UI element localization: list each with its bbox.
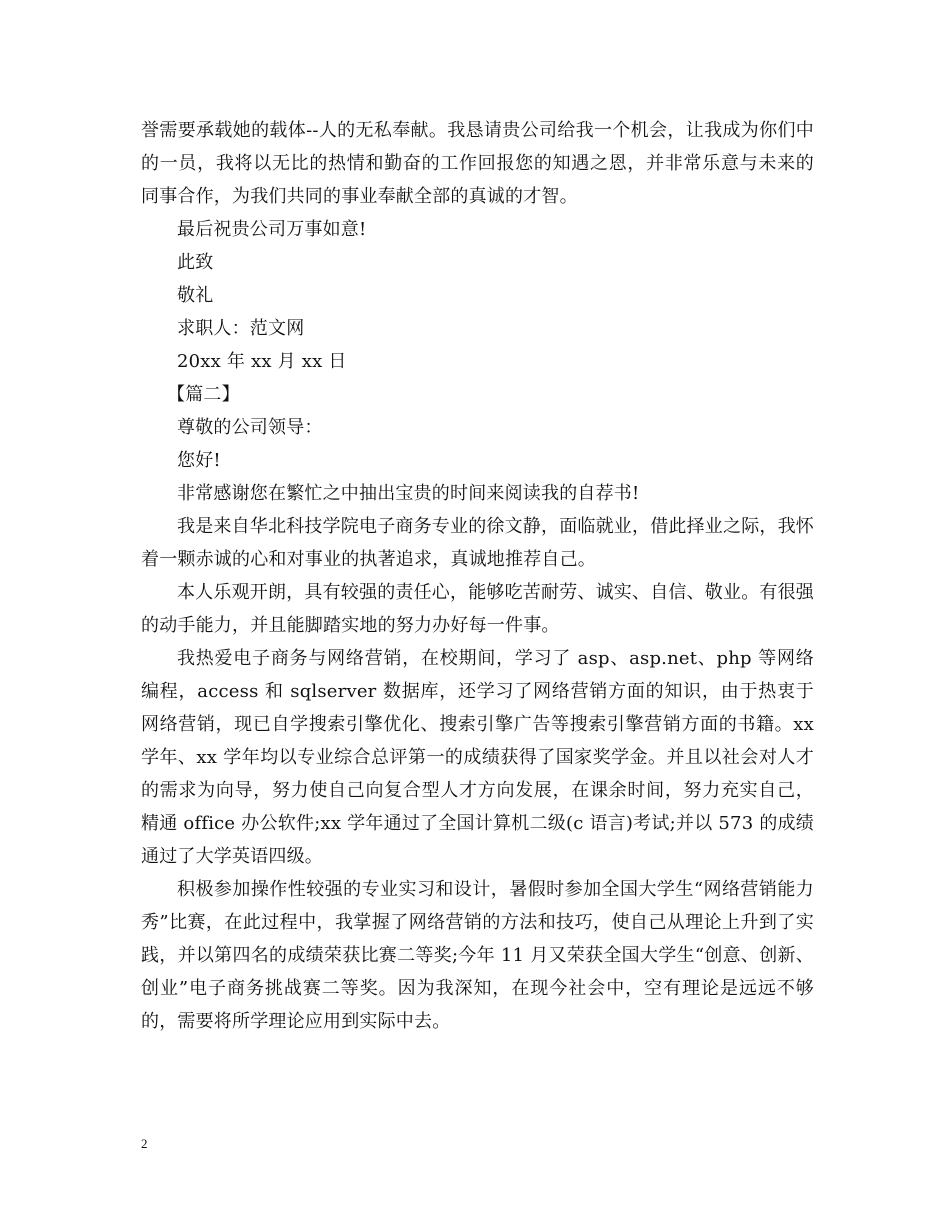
paragraph-study-experience: 我热爱电子商务与网络营销，在校期间，学习了 asp、asp.net、php 等网络编程，access 和 sqlserver 数据库，还学习了网络营销方面的知识，由于热衷于网络营销，现已自学搜索引擎优化、搜索引擎广告等搜索引擎营销方面的书籍。xx 学年、xx 学年均以专业综合总评第一的成绩获得了国家奖学金。并且以社会对人才的需求为向导，努力使自己向复合型人才方向发展，在课余时间，努力充实自己，精通 office 办公软件;xx 学年通过了全国计算机二级(c 语言)考试;并以 573 的成绩通过了大学英语四级。 <box>141 648 814 867</box>
page-number: 2 <box>141 1136 148 1151</box>
section-heading: 【篇二】 <box>167 384 240 405</box>
paragraph-salutation-close-1: 此致 <box>177 252 214 273</box>
paragraph-salutation-close-2: 敬礼 <box>177 285 214 306</box>
paragraph-wish: 最后祝贵公司万事如意! <box>177 219 367 240</box>
paragraph-personality: 本人乐观开朗，具有较强的责任心，能够吃苦耐劳、诚实、自信、敬业。有很强的动手能力，并且能脚踏实地的努力办好每一件事。 <box>141 582 814 636</box>
paragraph-introduction: 我是来自华北科技学院电子商务专业的徐文静，面临就业，借此择业之际，我怀着一颗赤诚的心和对事业的执著追求，真诚地推荐自己。 <box>141 516 814 570</box>
paragraph-thanks: 非常感谢您在繁忙之中抽出宝贵的时间来阅读我的自荐书! <box>177 483 640 504</box>
paragraph-greeting: 您好! <box>177 450 221 471</box>
document-body <box>141 114 814 1038</box>
paragraph-closing-request: 誉需要承载她的载体--人的无私奉献。我恳请贵公司给我一个机会，让我成为你们中的一员，我将以无比的热情和勤奋的工作回报您的知遇之恩，并非常乐意与未来的同事合作，为我们共同的事业奉献全部的真诚的才智。 <box>141 120 814 207</box>
paragraph-recipient: 尊敬的公司领导： <box>177 417 323 438</box>
paragraph-practice-experience: 积极参加操作性较强的专业实习和设计，暑假时参加全国大学生“网络营销能力秀”比赛，在此过程中，我掌握了网络营销的方法和技巧，使自己从理论上升到了实践，并以第四名的成绩荣获比赛二等奖;今年 11 月又荣获全国大学生“创意、创新、创业”电子商务挑战赛二等奖。因为我深知，在现今社会中，空有理论是远远不够的，需要将所学理论应用到实际中去。 <box>141 879 814 1032</box>
paragraph-applicant: 求职人：范文网 <box>177 318 305 339</box>
paragraph-date: 20xx 年 xx 月 xx 日 <box>177 351 347 372</box>
